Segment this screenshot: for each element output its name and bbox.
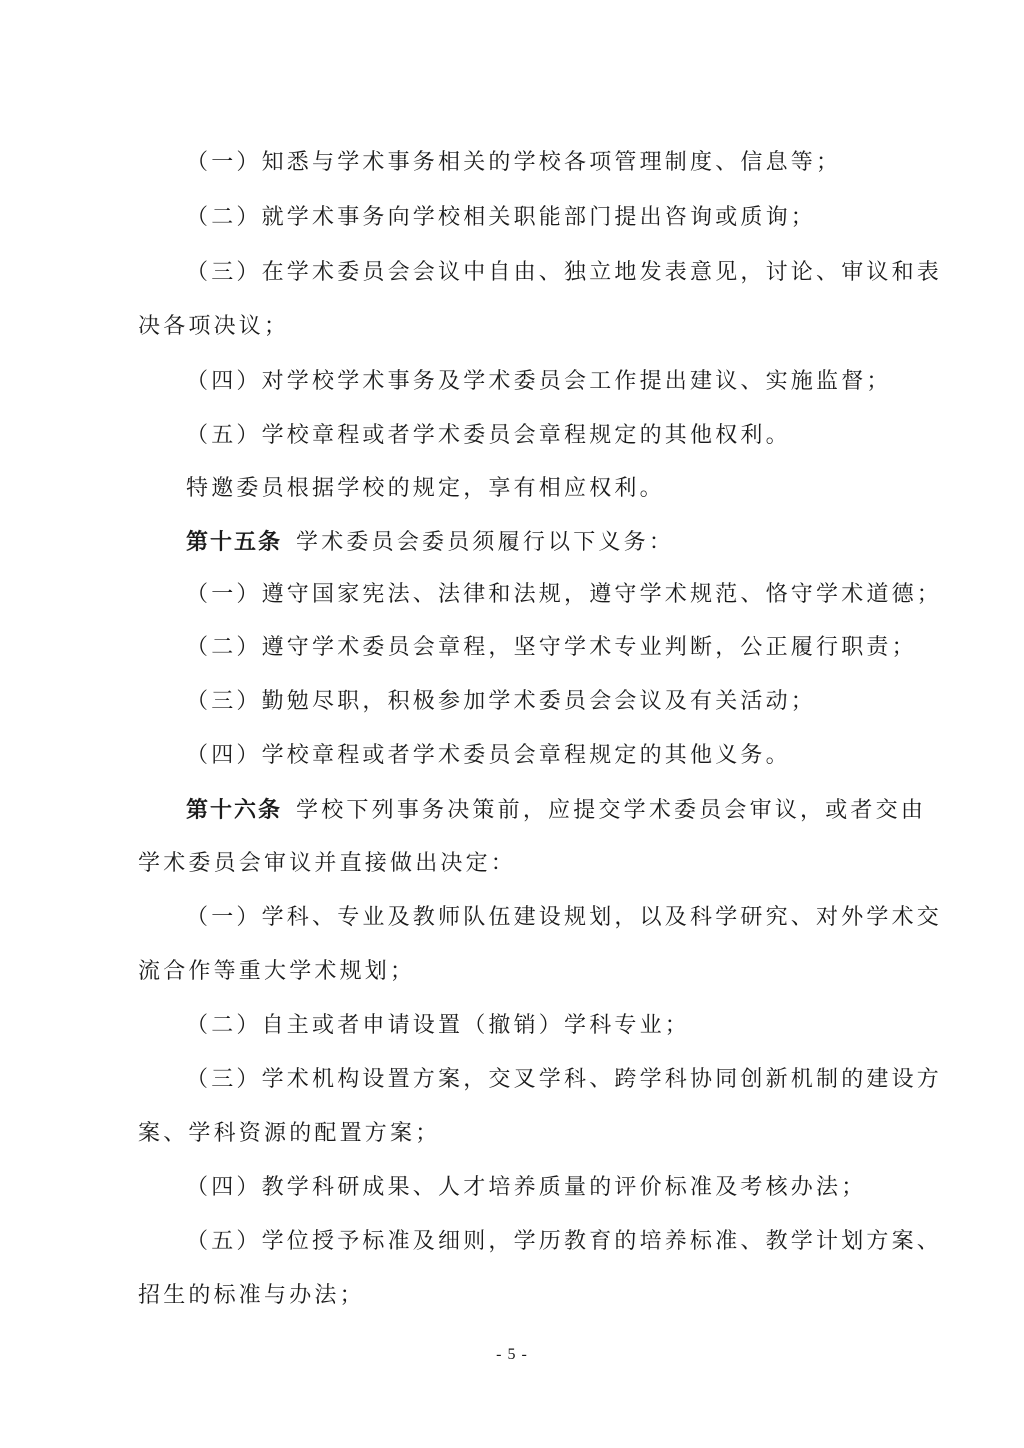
article-15-heading xyxy=(186,527,918,558)
list-item-duty-3: （三）勤勉尽职，积极参加学术委员会会议及有关活动； xyxy=(186,689,817,714)
list-item-matter-4: （四）教学科研成果、人才培养质量的评价标准及考核办法； xyxy=(186,1175,867,1200)
list-item-matter-3-continued: 案、学科资源的配置方案； xyxy=(138,1121,441,1146)
article-16-text: 学校下列事务决策前，应提交学术委员会审议，或者交由 xyxy=(296,798,927,823)
list-item-matter-1: （一）学科、专业及教师队伍建设规划，以及科学研究、对外学术交 xyxy=(186,905,943,930)
article-16-number: 第十六条 xyxy=(186,797,283,823)
list-item-duty-2: （二）遵守学术委员会章程，坚守学术专业判断，公正履行职责； xyxy=(186,635,917,660)
paragraph-special-members: 特邀委员根据学校的规定，享有相应权利。 xyxy=(186,476,665,501)
article-16-continued: 学术委员会审议并直接做出决定： xyxy=(138,851,517,876)
list-item-matter-1-continued: 流合作等重大学术规划； xyxy=(138,959,416,984)
article-15-number: 第十五条 xyxy=(186,529,283,555)
list-item-matter-5-continued: 招生的标准与办法； xyxy=(138,1283,365,1308)
list-item-right-2: （二）就学术事务向学校相关职能部门提出咨询或质询； xyxy=(186,205,817,230)
list-item-duty-4: （四）学校章程或者学术委员会章程规定的其他义务。 xyxy=(186,743,791,768)
list-item-matter-5: （五）学位授予标准及细则，学历教育的培养标准、教学计划方案、 xyxy=(186,1229,943,1254)
list-item-duty-1: （一）遵守国家宪法、法律和法规，遵守学术规范、恪守学术道德； xyxy=(186,582,943,607)
list-item-right-5: （五）学校章程或者学术委员会章程规定的其他权利。 xyxy=(186,423,791,448)
page-number: - 5 - xyxy=(496,1346,528,1363)
article-16-heading xyxy=(186,795,927,826)
list-item-right-3-continued: 决各项决议； xyxy=(138,314,290,339)
article-15-text: 学术委员会委员须履行以下义务： xyxy=(296,530,675,555)
list-item-right-4: （四）对学校学术事务及学术委员会工作提出建议、实施监督； xyxy=(186,369,892,394)
list-item-right-1: （一）知悉与学术事务相关的学校各项管理制度、信息等； xyxy=(186,150,842,175)
list-item-matter-3: （三）学术机构设置方案，交叉学科、跨学科协同创新机制的建设方 xyxy=(186,1067,943,1092)
list-item-matter-2: （二）自主或者申请设置（撤销）学科专业； xyxy=(186,1013,691,1038)
list-item-right-3: （三）在学术委员会会议中自由、独立地发表意见，讨论、审议和表 xyxy=(186,260,943,285)
